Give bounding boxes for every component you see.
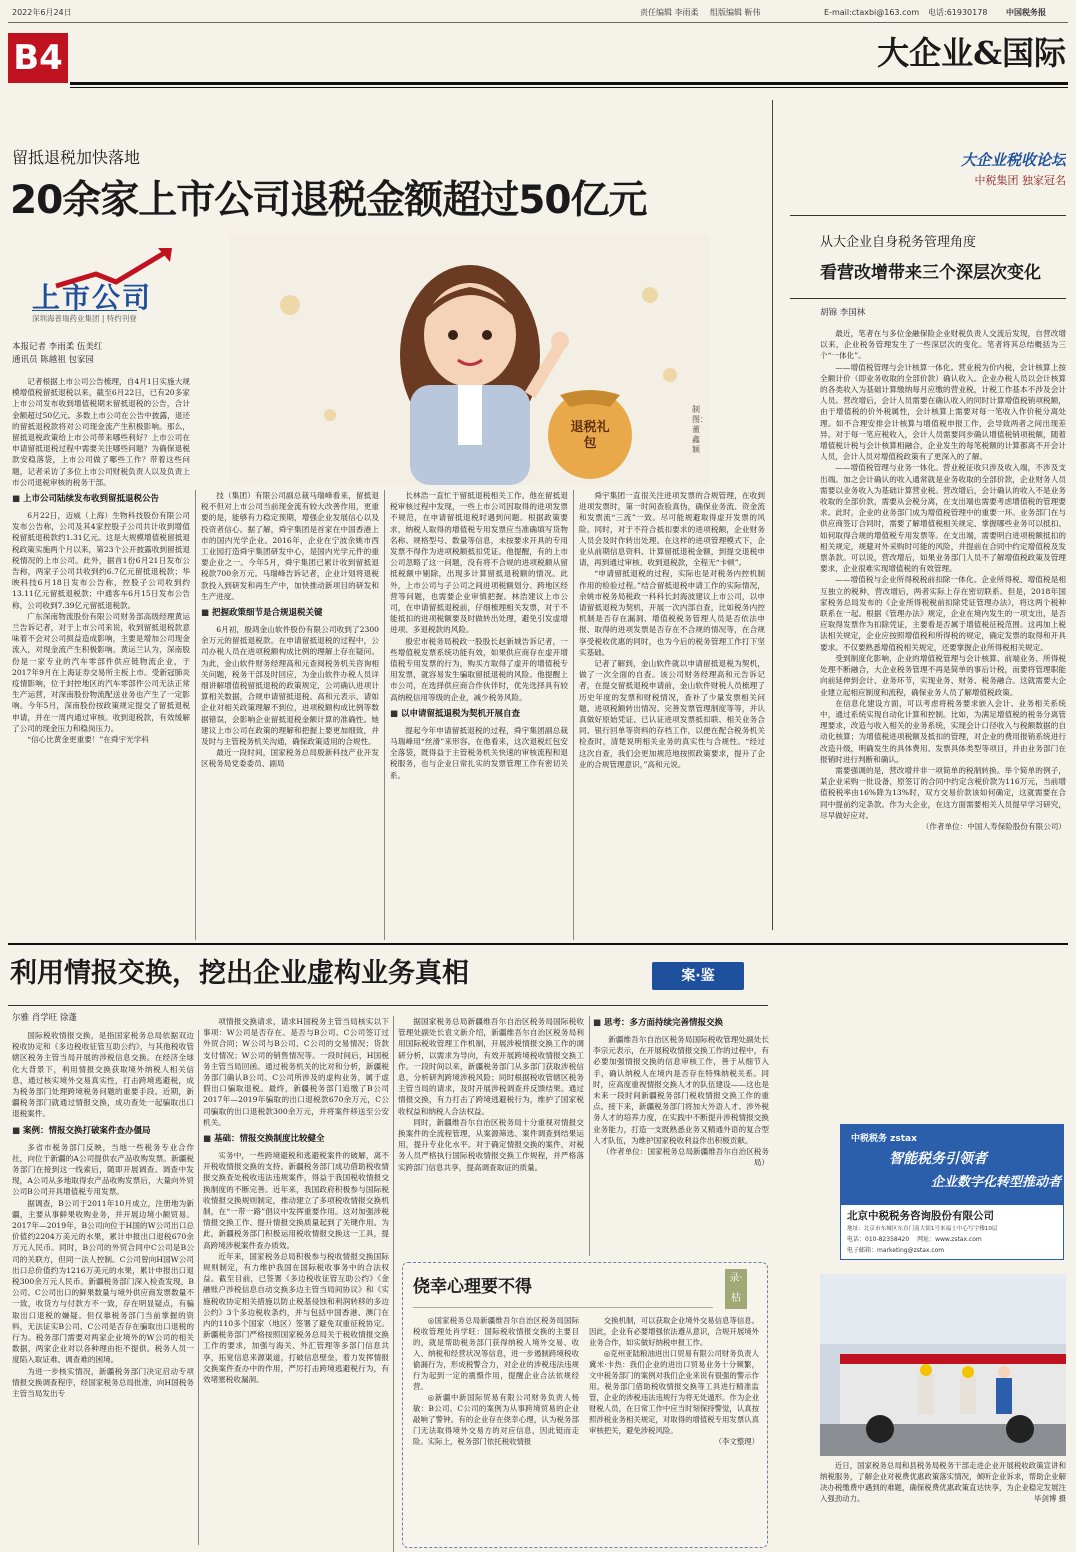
case-subhead-thinking: ■ 思考：多方面持续完善情报交换	[593, 1016, 769, 1030]
case-subhead-case: ■ 案例：情报交换打破案件查办僵局	[12, 1124, 194, 1138]
photo-caption: 近日，国家税务总局和县税务局税务干部走进企业开展税收政策宣讲和纳税服务，了解企业对税费优惠政策落实情况，倾听企业诉求，帮助企业解决办税缴费中遇到的难题，确保税费优惠政策直达快享，为企业稳定发展注入强劲动力。 毕剑博 摄	[820, 1461, 1066, 1503]
main-column-4: 舜宇集团一直很关注进项发票的合规管理，在收到进项发票时，第一时间查验真伪，确保业务流、资金流和发票流“三流”一致。尽可能规避取得虚开发票的风险。同时，对于不符合抵扣要求的进项税额，企业财务人员会及时作转出处理。在这样的进项管理模式下，企业从前期信息资料、计算留抵退税金额，到提交退税申请，再到通过审核、收到退税款，全程无“卡顿”。 “申请留抵退税的过程，实际也是对税务内控机制作用的检验过程。”结合留抵退税申请工作的实际情况，余姚市税务局税政一科科长封海波建议上市公司，以申请留抵退税为契机，开展一次内部自查，比如税务内控机制是否存在漏洞、增值税税务管理人员是否依法申报、取得的进项发票是否存在不合规的情况等，在合规享受税收优惠的同时，也为今后的税务管理工作打下坚实基础。 记者了解到，金山软件就以申请留抵退税为契机，做了一次全面的自查。该公司财务经理高和元告诉记者，在提交留抵退税申请前，金山软件财税人员梳理了历史年度的发票和财税情况，查补了少量发票相关问题、进项税额转出情况、完善发票管理制度等等，并认真做好原始凭证、已认证进项发票抵扣联、相关业务合同、银行回单等资料的存档工作，以便在配合税务机关检查时，清楚说明相关业务的真实性与合规性。“经过这次自查，我们会更加规范地按照政策要求，提升了企业的合规管理意识，”高和元说。	[579, 491, 765, 769]
forum-badge	[900, 148, 1066, 208]
editor-credit: 责任编辑 李雨柔	[640, 8, 699, 17]
photo-credit: 毕剑博 摄	[1034, 1494, 1066, 1503]
zstax-advertisement	[840, 1124, 1064, 1260]
designer-credit: 组版编辑 靳伟	[710, 8, 761, 17]
forum-badge-title: 大企业税收论坛	[960, 151, 1066, 169]
page-header	[12, 6, 1064, 20]
subhead-announcements: ■ 上市公司陆续发布收到留抵退税公告	[12, 492, 190, 506]
forum-body: 最近，笔者在与多位金融保险企业财税负责人交流后发现，自营改增以来，企业税务管理发生了一些深层次的变化。笔者将其总结概括为三个“一体化”。 ——增值税管理与会计核算一体化。营业税为价内税，会计核算上按全额计价（即业务收取的全部价款）确认收入。企业办税人员以会计核算的各类收入为基础计算缴纳每月应缴的营业税，计税工作基本不涉及会计人员。营改增后，会计人员需要在确认收入的同时计算增值税销项税额，由于增值税的价外税属性，会计核算上需要对每一笔收入作价税分离处理。如不合理安排会计核算与增值税申报工作，会导致两者之间出现差异。对于每一笔应税收入，会计人员需要同步确认增值税销项税额，随着增值税计税与会计核算相融合，企业发生的每笔税额的计算都离不开会计人员，会计人员对增值税政策有了更深入的了解。 ——增值税管理与业务一体化。营业税征收只涉及收入端，不涉及支出端。加之会计确认的收入通常就是业务收取的全部价款，企业财务人员需要以业务收入为基础计算营业税。营改增后，会计确认的收入不是业务收取的全部价款，需要从会税分离，在支出端也需要考虑增值税的管理要求。此时，企业的业务部门成为增值税管理中的重要一环。业务部门在与供应商签订合同时，需要了解增值税相关规定、掌握哪些业务可以抵扣、如何取得合规的增值税专用发票等。在支出端，需要明白进项税额抵扣的相关规定，规避对外采购时可能的风险，并提前在合同中约定增值税及发票条款。可以说，营改增后，如果业务部门人员不了解增值税政策及管理要求，企业很难实现增值税的有效管理。 ——增值税与企业所得税税前扣除一体化。企业所得税、增值税是相互独立的税种，营改增后，两者实际上存在密切联系。但是，2018年国家税务总局发布的《企业所得税税前扣除凭证管理办法》，将这两个税种联系在一起。根据《管理办法》规定，企业在境内发生的一项支出，是否应取得发票作为扣除凭证，主要看是否属于增值税征税范围。这再加上税法相关规定，企业应按照增值税和所得税的规定，确定发票的取得和开具要求。不仅要熟悉增值税相关规定，还要掌握企业所得税相关规定。 受到制度化影响，企业的增值税管理与会计核算、前端业务、所得税处理不断融合，大企业税务管理不再是简单的事后计税，而要将管理职能向前延伸到会计、业务环节，实现业务、财务、税务融合。这就需要大企业建立起相应制度和流程，确保业务人员了解增值税政策。 在信息化建设方面，可以考虑将税务要求嵌入会计、业务相关系统中，通过系统实现自动化计算和控制。比如，为满足增值税的税务分离管理要求，改造与收入相关的业务系统，实现会计口径收入与税额数据的自动化核算；为增值税进项税额及抵扣的管理，对企业的费用报销系统进行改造升级，明确发生的具体费用、发票具体类型等项目，并由业务部门在报销时进行判断和确认。 需要强调的是，营改增并非一项简单的税制转换。举个简单的例子，某企业采购一批设备，原签订的合同中约定含税价款为116万元，当前增值税税率由16%降为13%时，双方交易价款该如何确定，这就需要在合同中提前约定条款。作为大企业，在这方面需要相关人员提早学习研究，尽早做好应对。 （作者单位：中国人寿保险股份有限公司）	[820, 329, 1066, 831]
logo-sponsor: 深圳海普瑞药业集团 | 特约刊登	[32, 310, 137, 324]
page-number: B4	[8, 33, 68, 83]
forum-kicker: 从大企业自身税务管理角度	[820, 235, 977, 250]
logo-title: 上市公司	[32, 281, 153, 314]
newspaper-name: 中国税务报	[1006, 8, 1046, 17]
case-tag: 案·鉴	[652, 962, 744, 990]
main-column-1: 记者根据上市公司公告梳理，自4月1日实施大规模增值税留抵退税以来，截至6月22日，已有20多家上市公司发布收到增值税期末留抵退税的公告，合计金额超过50亿元。多数上市公司在公告中披露，退还的留抵退税款将对公司现金流产生积极影响。那么，留抵退税政策给上市公司带来哪些利好？上市公司在申请留抵退税过程中需要关注哪些问题？为确保退税款安稳落袋，上市公司做了哪些工作？带着这些问题，记者采访了多位上市公司财税负责人以及负责上市公司退税审核的税务干部。 ■ 上市公司陆续发布收到留抵退税公告 6月22日，迈威（上海）生物科技股份有限公司发布公告称，公司及其4家控股子公司共计收到增值税留抵退税款约1.31亿元。这是大规模增值税留抵退税政策实施两个月以来，第23个公开披露收到留抵退税情况的上市公司。此外，据首1份6月21日发布公告称，两家子公司共收到约6.7亿元留抵退税款；华映科技6月18日发布公告称，控股子公司收到约13.11亿元留抵退税款；中通客车6月15日发布公告称，公司收到7.39亿元留抵退税款。 广东深南物流股份有限公司财务部高级经理黄运兰告诉记者，对于上市公司来说，收到留抵退税款意味着不会对公司损益造成影响，主要是增加公司现金流入，对现金流产生积极影响。黄运兰认为，深南股份是一家专业的汽车零部件供应链物流企业，于2017年9月在上海证券交易所主板上市。受新冠肺炎疫情影响，位于封控地区的汽车零部件公司无法正常生产运营，对深南股份物流配送业务也产生了一定影响。今年5月，深南股份按政策规定提交了留抵退税申请，并在一周内通过审核。收到退税款，有效缓解了公司的现金压力和稳岗压力。 “信心比黄金更重要！”在舜宇光学科	[12, 376, 190, 944]
warning-col-1: ◎国家税务总局新疆维吾尔自治区税务局国际税收管理处肖学旺：国际税收情报交换的主要目的，就是帮助税务部门获得纳税人境外交易、收入、纳税和经营状况等信息，进一步遏制跨境税收偷漏行为，形成税警合力，对企业的涉税违法违规行为起到一定的震慑作用，提醒企业合法依规经营。 ◎新疆中新国际贸易有限公司财务负责人杨敏：B公司、C公司的案例为从事跨境贸易的企业敲响了警钟。有的企业存在侥幸心理，认为税务部门无法取得境外交易方的对应信息，因此铤而走险。实际上，税务部门依托税收情报	[413, 1316, 579, 1446]
case-column-2: 项情报交换请求，请求H国税务主管当局核实以下事项：W公司是否存在、是否与B公司、C公司签订过外贸合同；W公司与B公司、C公司的交易情况；货款支付情况；W公司的销售情况等。一段时间后，H国税务主管当局回函。通过税务机关的比对和分析，新疆税务部门确认B公司、C公司所涉及的虚构业务，属于虚假出口骗取退税。最终，新疆税务部门追缴了B公司2017年—2019年骗取的出口退税款670余万元，C公司骗取的出口退税款300余万元，并将案件移送至公安机关。 ■ 基础：情报交换制度比较健全 实务中，一些跨境避税和逃避税案件的破解，离不开税收情报交换的支持。新疆税务部门成功借助税收情报交换查处税收违法违规案件，得益于我国税收情报交换制度的不断完善。近年来，我国政府积极参与国际税收情报交换规则制定，推动建立了多项税收情报交换机制，在“一带一路”倡议中发挥重要作用。这对加强涉税情报交换工作、提升情报交换质量起到了关键作用。为此，新疆税务部门积极运用税收情报交换这一工具，提高跨境涉税案件查办质效。 近年来，国家税务总局积极参与税收情报交换国际规则制定，有力维护我国在国际税收事务中的合法权益。截至目前，已签署《多边税收征管互助公约》《金融账户涉税信息自动交换多边主管当局间协议》和《实施税收协定相关措施以防止税基侵蚀和利润转移的多边公约》3个多边税收条约，并与包括中国香港、澳门在内的110多个国家（地区）签署了避免双重征税协定。新疆税务部门严格按照国家税务总局关于税收情报交换工作的要求，加强与海关、外汇管理等多部门信息共享，拓宽信息来源渠道，打破信息壁垒，着力发挥情报交换案件查办中的作用，严厉打击跨境逃避税行为，有效堵塞税收漏洞。	[203, 1016, 389, 1546]
warning-box	[402, 1262, 768, 1548]
warning-col-2: 交换机制，可以获取企业境外交易信息等信息。因此，企业有必要增强依法遵从意识，合规开展境外业务合作，如实做好纳税申报工作。 ◎克州亚陆粮油进出口贸易有限公司财务负责人冀米·卡热：我们企业的进出口贸易业务十分频繁，文中税务部门的案例对我们企业来说有很强的警示作用。税务部门借助税收情报交换等工具进行精准监管，企业的涉税违法违规行为将无处遁形。作为企业财税人员，在日常工作中应当时刻保持警觉，认真按照涉税业务相关规定，对取得的增值税专用发票认真审核把关，避免涉税风险。 （李文整理）	[589, 1316, 760, 1446]
case-column-1: 国际税收情报交换，是指国家税务总局依据双边税收协定和《多边税收征管互助公约》，与其他税收管辖区税务主管当局开展的涉税信息交换。在经济全球化大背景下，利用情报交换获取境外纳税人相关信息，通过核实境外交易真实性，打击跨境逃避税，成为税务部门处理跨境税务问题的重要手段。近期，新疆税务部门就通过情报交换，成功查处一起骗取出口退税案件。 ■ 案例：情报交换打破案件查办僵局 多省市税务部门反映，当地一些税务专业合作社，向位于新疆的A公司提供农产品收购发票。新疆税务部门在接到这一线索后，随即开展调查。调查中发现，A公司从多地取得农产品收购发票后，大量向外贸公司B公司开具增值税专用发票。 据调查，B公司于2011年10月成立，注册地为新疆，主要从事鲜果收购业务，并开展边境小额贸易。2017年—2019年，B公司向位于H国的W公司出口总价值约2204万美元的水果，累计申报出口退税670余万元人民币。同时，B公司的外贸合同中C公司是B公司的关联方，但同一法人控制。C公司曾向H国W公司出口总价值约为1216万美元的水果，累计申报出口退税300余万元人民币。新疆税务部门深入检查发现，B公司、C公司出口的鲜果数量与境外供应商发票数量不一致，收货方与付款方不一致，存在明显疑点，有骗取出口退税的嫌疑。但仅靠税务部门当前掌握的资料，无法证实B公司、C公司是否存在骗取出口退税的行为。税务部门需要对两家企业境外的W公司的相关数据，两家企业对以各种理由拒不提供。税务人员一度陷入取证难、调查难的困境。 为进一步核实情况，新疆税务部门决定启动专项情报交换调查程序，经国家税务总局批准，向H国税务主管当局发出专	[12, 1030, 194, 1546]
news-photo	[820, 1274, 1066, 1456]
forum-badge-sponsor: 中税集团 独家冠名	[974, 174, 1066, 187]
ad-website: 网址：www.zstax.com	[917, 1236, 982, 1243]
ad-address: 地址：北京市东城区东直门南大街1号来福士中心写字楼10层	[847, 1226, 998, 1232]
main-kicker: 留抵退税加快落地	[12, 148, 141, 167]
case-byline: 尔雅 肖学旺 徐蓬	[12, 1013, 77, 1023]
byline-correspondents: 通讯员 陈越祖 包家园	[12, 355, 94, 365]
subhead-policy-details: ■ 把握政策细节是合规退税关键	[201, 606, 379, 620]
main-byline	[12, 341, 212, 369]
forum-byline: 胡锦 李国林	[820, 308, 866, 318]
forum-headline: 看营改增带来三个深层次变化	[820, 263, 1041, 283]
illustration-credit: 制图：董鑫颖	[692, 405, 708, 454]
main-headline: 20余家上市公司退税金额超过50亿元	[10, 178, 647, 223]
issue-date: 2022年6月24日	[12, 8, 72, 17]
case-column-3: 据国家税务总局新疆维吾尔自治区税务局国际税收管理处副处长袁文新介绍，新疆维吾尔自治区税务局利用国际税收管理工作机制，开展涉税情报交换工作的调研分析，以需求为导向，有效开展跨境税收情报交换工作。一段时间以来，新疆税务部门从多部门获取涉税信息，分析研判跨境涉税风险；同时根据税收管辖区税务主管当局的请求，及时开展涉税调查并反馈结果。通过情报交换，有力打击了跨境逃避税行为，维护了国家税收权益和纳税人合法权益。 同时，新疆维吾尔自治区税务局十分重视对情报交换案件的全流程管理，从案源筛选、案件调查到结果运用，提升专业化水平。对于确定情报交换的案件，对税务人员严格执行国际税收情报交换工作规程，并严格落实跨部门信息共享，提高调查取证的质量。	[398, 1017, 584, 1172]
warning-tag: 录·枯	[725, 1269, 747, 1309]
main-column-3: 长林浩一直忙于留抵退税相关工作。他在留抵退税审核过程中发现，一些上市公司因取得的进项发票不规范，在申请留抵退税时遇到问题。根据政策要求，纳税人取得的增值税专用发票应当准确填写货物名称、规格型号、数量等信息，未按要求开具的专用发票不得作为进项税额抵扣凭证。他提醒，有的上市公司忽略了这一问题，没有将不合规的进项税额从留抵税额中剔除，出现多计算留抵退税额的情况。此外，上市公司与子公司之间进项税额划分、跨地区经营等问题，也需要企业审慎把握。林浩建议上市公司，在申请留抵退税前，仔细梳理相关发票，对于不能抵扣的进项税额要及时做转出处理，避免引发虚增进项、多退税款的风险。 殷宏市税务局税政一股股长赵新城告诉记者，一些增值税发票系统功能有效，如果供应商存在虚开增值税专用发票的行为，购买方取得了虚开的增值税专用发票，就容易发生骗取留抵退税的风险。他提醒上市公司，在选择供应商合作伙伴时，优先选择具有较高纳税信用等级的企业，减少税务风险。 ■ 以申请留抵退税为契机开展自查 提起今年申请留抵退税的过程，舜宇集团副总裁马瑞峰用“丝滑”来形容。在他看来，这次退税红包安全落袋，既得益于主管税务机关快速的审核流程和退税服务，也与企业日常扎实的发票管理工作有密切关系。	[390, 490, 568, 944]
contact-phone: 电话:61930178	[928, 8, 988, 17]
ad-slogan-2: 企业数字化转型推动者	[930, 1175, 1061, 1190]
ad-brand: 中税税务 zstax	[851, 1134, 917, 1144]
case-column-4: ■ 思考：多方面持续完善情报交换 新疆维吾尔自治区税务局国际税收管理处副处长李宗元表示，在开展税收情报交换工作的过程中，有必要加强情报交换的信息审核工作，善于从细节入手，确认纳税人在境内是否存在特殊纳税关系。同时，应高度重视情报交换人才的队伍建设——这也是未来一段时间新疆税务部门税收情报交换工作的重点。接下来，新疆税务部门将加大外语人才、涉外税务人才的培养力度，在实践中不断提升涉税情报交换业务能力，打造一支既熟悉业务又精通外语的复合型人才队伍，为维护国家税收利益作出积极贡献。 （作者单位：国家税务总局新疆维吾尔自治区税务局）	[593, 1016, 769, 1254]
contact-email: E-mail:ctaxbi@163.com	[824, 8, 920, 17]
ad-phone: 电话：010-82358420	[847, 1236, 910, 1243]
ad-slogan-1: 智能税务引领者	[889, 1151, 987, 1167]
tax-gift-bag-label: 退税礼包	[570, 420, 610, 451]
listed-company-logo	[16, 246, 196, 326]
case-subhead-basis: ■ 基础：情报交换制度比较健全	[203, 1132, 389, 1146]
main-column-2: 技（集团）有限公司副总裁马瑞峰看来，留抵退税不但对上市公司当前现金流有较大改善作用，更重要的是，能够有力稳定预期，增强企业发展信心以及投资者信心。据了解，舜宇集团是首家在中国香港上市的国内光学企业。2016年，企业在宁波余姚市西工业园打造舜宇集团研发中心，是国内光学元件的重要企业之一。今年5月，舜宇集团已累计收到留抵退税款700余万元。马瑞峰告诉记者，企业计划将退税款投入到研发和再生产中，加快推动新项目的研发和生产进度。 ■ 把握政策细节是合规退税关键 6月初，殷鸿金山软件股份有限公司收到了2300余万元的留抵退税款。在申请留抵退税的过程中，公司办税人员在进项税额构成比例的理解上存在疑问。为此，金山软件财务经理高和元查阅税务机关咨询相关问题，税务干部及时回应，为金山软件办税人员详细讲解增值税留抵退税的政策规定，公司确认进项计算相关数据，合规申请留抵退税。高和元表示，请如企业对相关政策理解不到位，进项税额构成比例等数据错误，会影响企业留抵退税金额计算的准确性。她建议上市公司在政策的理解和把握上要更加细致，并及时与主管税务机关沟通，确保政策适用的合规性。 最近一段时间，国家税务总局殷新科技产业开发区税务局党委委员、副局	[201, 490, 379, 944]
subhead-self-inspection: ■ 以申请留抵退税为契机开展自查	[390, 707, 568, 721]
cartoon-illustration	[230, 235, 710, 485]
ad-company: 北京中税税务咨询股份有限公司	[847, 1210, 994, 1222]
ad-email: 电子邮箱：marketing@zstax.com	[847, 1247, 945, 1254]
section-title: 大企业&国际	[877, 34, 1066, 72]
byline-reporters: 本报记者 李雨柔 伍美红	[12, 342, 103, 352]
case-headline: 利用情报交换，挖出企业虚构业务真相	[10, 958, 469, 989]
warning-title: 侥幸心理要不得	[413, 1277, 532, 1297]
